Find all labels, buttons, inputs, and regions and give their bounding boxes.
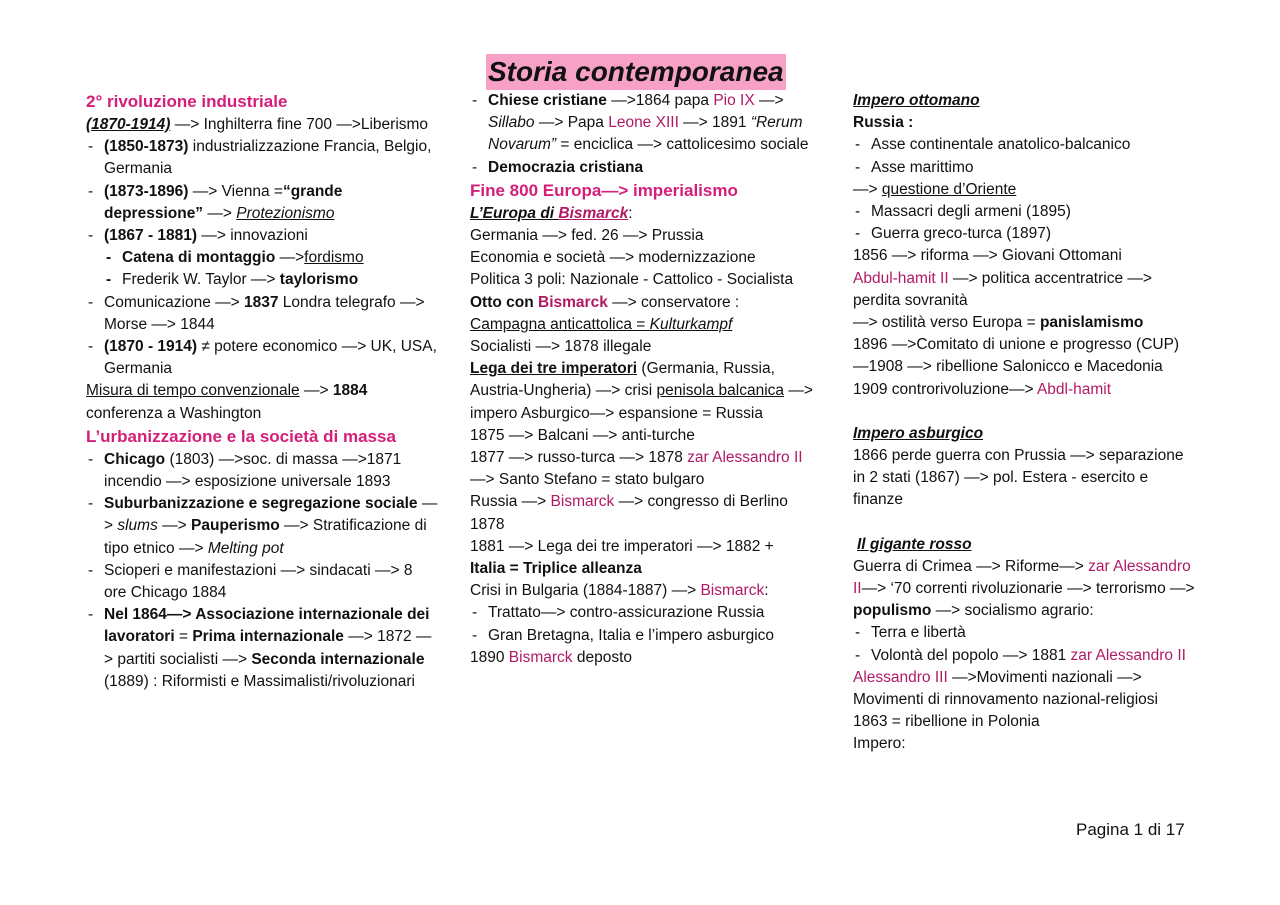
- text-line: 1856 —> riforma —> Giovani Ottomani: [853, 247, 1122, 265]
- text-line: 1881 —> Lega dei tre imperatori —> 1882 +: [470, 537, 774, 555]
- text-line: Crisi in Bulgaria (1884-1887) —> Bismarck:: [470, 582, 769, 600]
- list-item: - Terra e libertà: [853, 622, 1198, 644]
- list-item: - Scioperi e manifestazioni —> sindacati —> 8 ore Chicago 1884: [86, 560, 438, 604]
- column-right: [853, 90, 1198, 756]
- list-item: - (1850-1873) industrializzazione Francia, Belgio, Germania: [86, 136, 438, 180]
- page-number: Pagina 1 di 17: [1076, 820, 1185, 839]
- text-line: 1877 —> russo-turca —> 1878 zar Alessandro II —> Santo Stefano = stato bulgaro: [470, 449, 803, 489]
- list-item: - Democrazia cristiana: [470, 157, 820, 179]
- text-line: Otto con Bismarck —> conservatore :: [470, 293, 740, 311]
- text-line: Campagna anticattolica = Kulturkampf: [470, 315, 733, 333]
- heading-urbanization: L’urbanizzazione e la società di massa: [86, 426, 396, 446]
- text-line: Russia :: [853, 114, 914, 132]
- heading-habsburg-empire: Impero asburgico: [853, 424, 984, 442]
- text-line: Politica 3 poli: Nazionale - Cattolico - Socialista: [470, 271, 794, 289]
- text-line: —> questione d’Oriente: [853, 180, 1017, 198]
- text-line: Russia —> Bismarck —> congresso di Berlino 1878: [470, 493, 788, 533]
- list-item: - Asse marittimo: [853, 157, 1198, 179]
- list-item: - Guerra greco-turca (1897): [853, 223, 1198, 245]
- text-line: 1909 controrivoluzione—> Abdl-hamit: [853, 380, 1112, 398]
- subheading-europe-bismarck: L’Europa di Bismarck:: [470, 204, 633, 222]
- list-item: - Volontà del popolo —> 1881 zar Alessandro II: [853, 645, 1198, 667]
- column-left: [86, 90, 438, 693]
- text-line: Alessandro III —>Movimenti nazionali —> Movimenti di rinnovamento nazional-religiosi: [853, 668, 1158, 709]
- list-item: - Chiese cristiane —>1864 papa Pio IX —> Sillabo —> Papa Leone XIII —> 1891 “Rerum Novarum” = enciclica —> cattolicesimo sociale: [470, 90, 820, 157]
- text-line: Guerra di Crimea —> Riforme—> zar Alessandro II—> ‘70 correnti rivoluzionarie —> terrorismo —> populismo —> socialismo agrario:: [853, 557, 1195, 620]
- list-item: - (1873-1896) —> Vienna =“grande depressione” —> Protezionismo: [86, 181, 438, 225]
- page-title: Storia contemporanea: [486, 54, 786, 90]
- list-item: - Asse continentale anatolico-balcanico: [853, 134, 1198, 156]
- list-item: - Trattato—> contro-assicurazione Russia: [470, 602, 820, 624]
- text-line: 1863 = ribellione in Polonia: [853, 713, 1040, 731]
- text-line: Abdul-hamit II —> politica accentratrice —> perdita sovranità: [853, 269, 1152, 309]
- text-line: Impero:: [853, 735, 906, 753]
- text-line: Germania —> fed. 26 —> Prussia: [470, 227, 704, 245]
- list-item: - (1870 - 1914) ≠ potere economico —> UK, USA, Germania: [86, 336, 438, 380]
- text-line: Italia = Triplice alleanza: [470, 560, 642, 578]
- paragraph-period: (1870-1914) —> Inghilterra fine 700 —>Liberismo: [86, 116, 429, 133]
- text-line: 1890 Bismarck deposto: [470, 648, 632, 666]
- column-middle: [470, 90, 820, 669]
- heading-ottoman-empire: Impero ottomano: [853, 92, 980, 109]
- sub-list-item: - Catena di montaggio —>fordismo: [86, 247, 438, 269]
- heading-red-giant: Il gigante rosso: [857, 535, 972, 553]
- text-line: 1875 —> Balcani —> anti-turche: [470, 426, 695, 444]
- heading-imperialism: Fine 800 Europa—> imperialismo: [470, 180, 738, 200]
- list-item: - Gran Bretagna, Italia e l’impero asburgico: [470, 625, 820, 647]
- heading-industrial-revolution: 2° rivoluzione industriale: [86, 92, 288, 111]
- text-line: Economia e società —> modernizzazione: [470, 249, 756, 267]
- text-line: Socialisti —> 1878 illegale: [470, 338, 652, 356]
- list-item: - Comunicazione —> 1837 Londra telegrafo —> Morse —> 1844: [86, 292, 438, 336]
- text-line: —> ostilità verso Europa = panislamismo: [853, 314, 1144, 332]
- text-line: 1896 —>Comitato di unione e progresso (CUP) —1908 —> ribellione Salonicco e Macedonia: [853, 336, 1180, 376]
- paragraph-time-measure: Misura di tempo convenzionale —> 1884 conferenza a Washington: [86, 382, 368, 422]
- sub-list-item: - Frederik W. Taylor —> taylorismo: [86, 269, 438, 291]
- list-item: - (1867 - 1881) —> innovazioni: [86, 225, 438, 247]
- list-item: - Massacri degli armeni (1895): [853, 201, 1198, 223]
- text-line: Lega dei tre imperatori (Germania, Russia, Austria-Ungheria) —> crisi penisola balcanica —> impero Asburgico—> espansione = Russia: [470, 360, 813, 422]
- list-item: - Nel 1864—> Associazione internazionale dei lavoratori = Prima internazionale —> 1872 —> partiti socialisti —> Seconda internazionale (1889) : Riformisti e Massimalisti/rivoluzionari: [86, 604, 438, 693]
- list-item: - Suburbanizzazione e segregazione sociale —> slums —> Pauperismo —> Stratificazione di tipo etnico —> Melting pot: [86, 493, 438, 560]
- list-item: - Chicago (1803) —>soc. di massa —>1871 incendio —> esposizione universale 1893: [86, 449, 438, 493]
- text-line: 1866 perde guerra con Prussia —> separazione in 2 stati (1867) —> pol. Estera - esercito e finanze: [853, 447, 1184, 509]
